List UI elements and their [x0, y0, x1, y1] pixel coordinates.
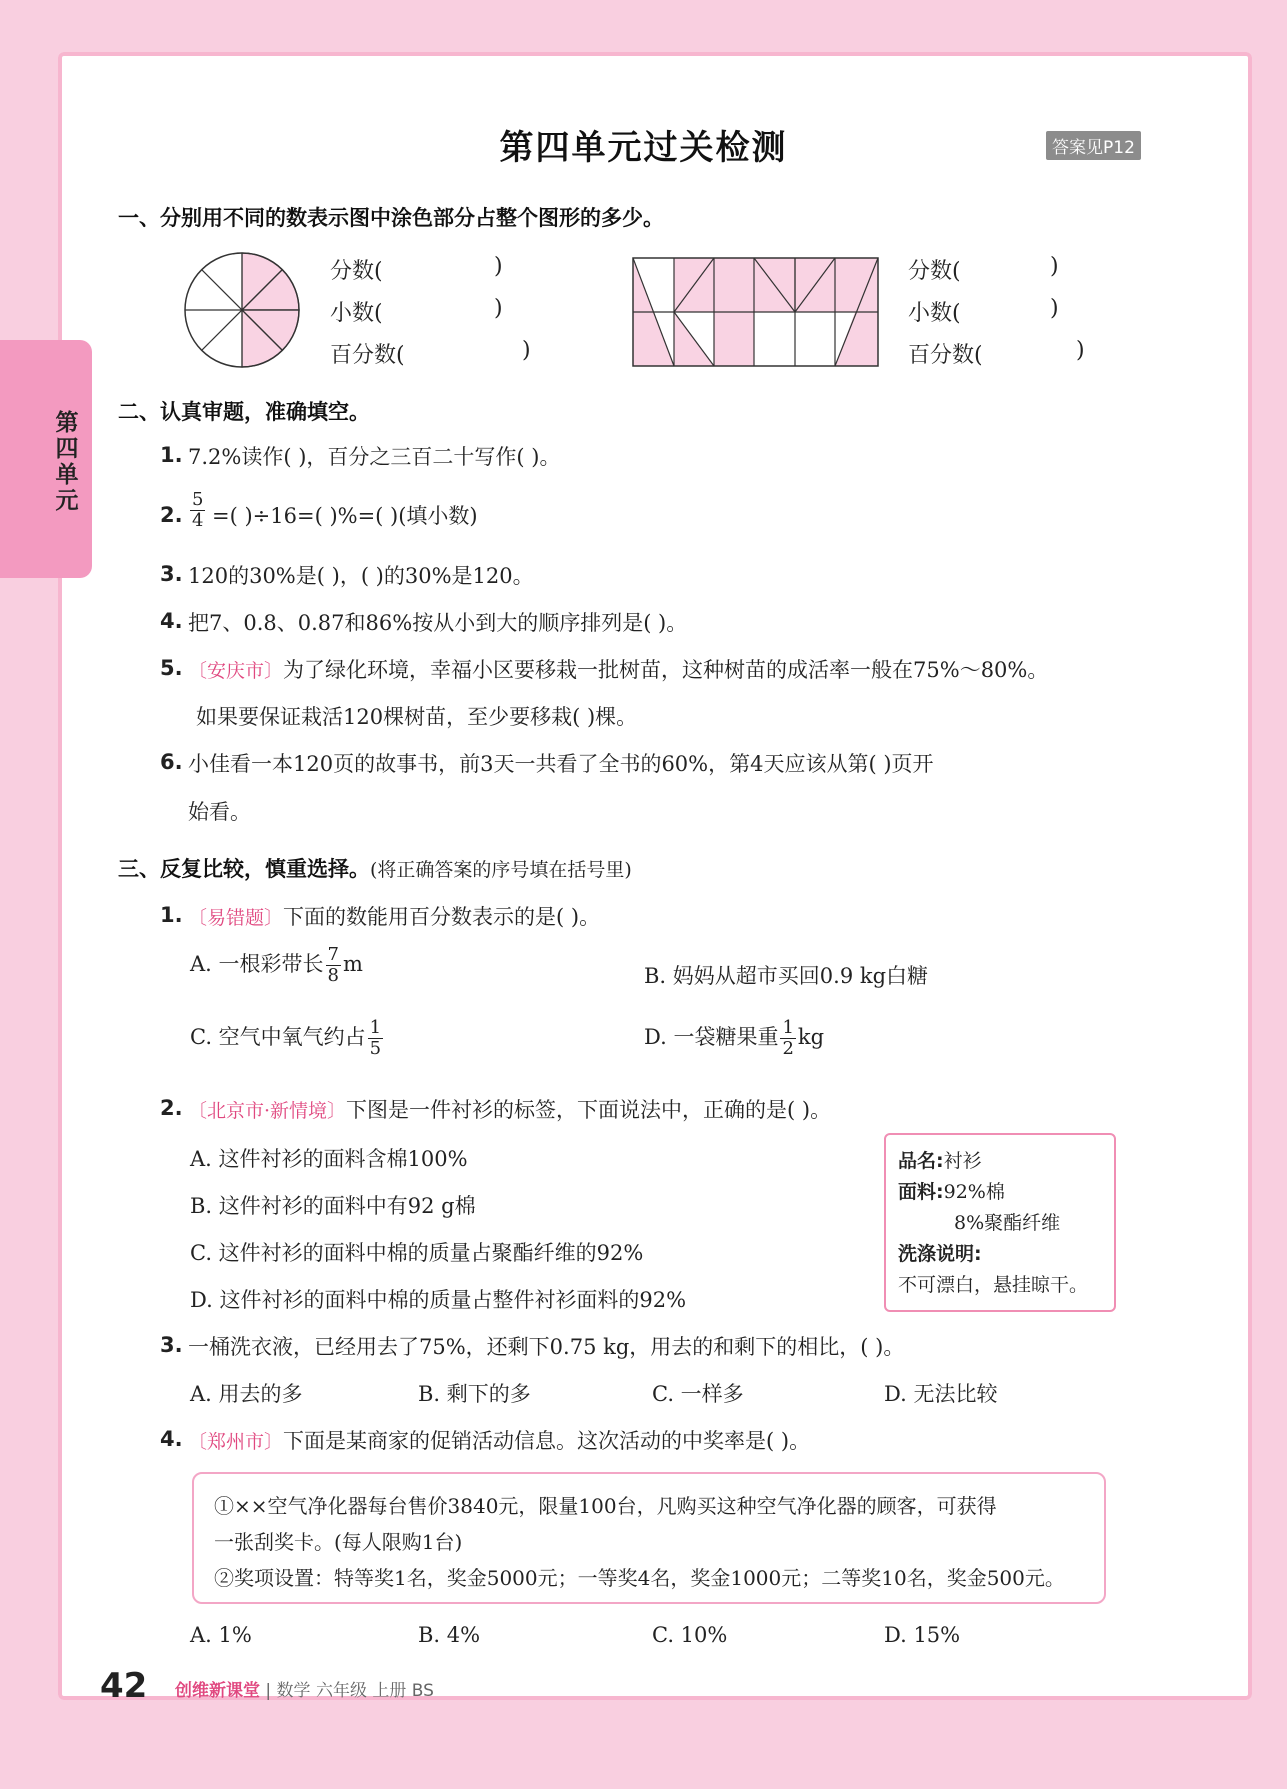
shirt-label-name-value: 衬衫: [943, 1150, 982, 1172]
s3-q4-tag: 〔郑州市〕: [188, 1431, 284, 1453]
s3-q2-option-d[interactable]: D. 这件衬衫的面料中棉的质量占整件衬衫面料的92%: [190, 1288, 687, 1312]
s3-q4-option-d[interactable]: D. 15%: [884, 1623, 961, 1647]
circle-percent-close: ): [522, 338, 531, 363]
s2-q5-text: 为了绿化环境，幸福小区要移栽一批树苗，这种树苗的成活率一般在75%～80%。: [283, 658, 1049, 682]
s3-q1-option-d[interactable]: [644, 1018, 824, 1059]
s2-q2-number: 2.: [160, 503, 183, 527]
unit-side-tab: [0, 340, 92, 578]
footer-meta: | 数学 六年级 上册 BS: [265, 1681, 434, 1701]
s3-q1-a-text: A. 一根彩带长: [190, 952, 324, 976]
footer-info: [175, 1676, 434, 1701]
s3-q4-option-b[interactable]: B. 4%: [418, 1623, 481, 1647]
shirt-label-fabric-value1: 92%棉: [943, 1181, 1005, 1203]
s2-q1-text: 7.2%读作( )，百分之三百二十写作( )。: [188, 445, 561, 469]
section3-heading: 三、反复比较，慎重选择。: [118, 857, 370, 881]
s3-q4-line: [188, 1425, 810, 1455]
s2-q6-line2: 始看。: [188, 800, 251, 824]
section3-heading-row: [118, 853, 632, 883]
s3-q2-option-c[interactable]: C. 这件衬衫的面料中棉的质量占聚酯纤维的92%: [190, 1241, 644, 1265]
promo-line1: ①××空气净化器每台售价3840元，限量100台，凡购买这种空气净化器的顾客，可获得: [214, 1494, 997, 1518]
promo-line2: 一张刮奖卡。(每人限购1台): [214, 1530, 463, 1554]
s3-q1-c-text: C. 空气中氧气约占: [190, 1025, 366, 1049]
s3-q2-tag: 〔北京市·新情境〕: [188, 1100, 347, 1122]
s3-q2-option-b[interactable]: B. 这件衬衫的面料中有92 g棉: [190, 1194, 476, 1218]
circle-decimal-close: ): [494, 296, 503, 321]
shirt-label-wash-value: 不可漂白，悬挂晾干。: [898, 1274, 1089, 1296]
s2-q4-number: 4.: [160, 609, 183, 633]
s3-q3-number: 3.: [160, 1333, 183, 1357]
rect-decimal-close: ): [1050, 296, 1059, 321]
s3-q1-d-unit: kg: [797, 1025, 825, 1049]
s3-q2-number: 2.: [160, 1096, 183, 1120]
shirt-label-name-row: [898, 1146, 982, 1173]
s3-q1-a-unit: m: [342, 952, 363, 976]
s3-q4-text: 下面是某商家的促销活动信息。这次活动的中奖率是( )。: [283, 1429, 811, 1453]
answer-reference-badge: 答案见P12: [1046, 131, 1141, 160]
shirt-label-box: [884, 1133, 1116, 1312]
s2-q3-number: 3.: [160, 562, 183, 586]
s3-q4-option-a[interactable]: A. 1%: [190, 1623, 252, 1647]
s3-q1-d-frac-bottom: 2: [782, 1038, 794, 1059]
s3-q1-a-frac-bottom: 8: [327, 965, 339, 986]
s3-q4-option-c[interactable]: C. 10%: [652, 1623, 728, 1647]
s2-q5-line2: 如果要保证栽活120棵树苗，至少要移栽( )棵。: [196, 705, 638, 729]
s3-q1-tag: 〔易错题〕: [188, 907, 284, 929]
rect-fraction-label: 分数(: [908, 259, 961, 284]
s2-q2-frac-bottom: 4: [192, 510, 204, 531]
s2-q5-number: 5.: [160, 656, 183, 680]
circle-fraction-close: ): [494, 254, 503, 279]
s2-q6-line1: 小佳看一本120页的故事书，前3天一共看了全书的60%，第4天应该从第( )页开: [188, 752, 934, 776]
s3-q1-d-text: D. 一袋糖果重: [644, 1025, 779, 1049]
s3-q1-option-c[interactable]: [190, 1018, 385, 1059]
s3-q3-text: 一桶洗衣液，已经用去了75%，还剩下0.75 kg，用去的和剩下的相比，( )。: [188, 1335, 905, 1359]
s3-q1-number: 1.: [160, 903, 183, 927]
s3-q2-line: [188, 1094, 831, 1124]
circle-percent-label: 百分数(: [330, 343, 405, 368]
s3-q1-line: [188, 901, 600, 931]
section3-heading-note: (将正确答案的序号填在括号里): [370, 859, 632, 881]
rect-percent-label: 百分数(: [908, 343, 983, 368]
s3-q4-number: 4.: [160, 1427, 183, 1451]
s2-q2-frac-top: 5: [192, 489, 204, 510]
s3-q3-option-c[interactable]: C. 一样多: [652, 1382, 744, 1406]
s3-q1-d-frac-top: 1: [782, 1017, 794, 1038]
s3-q1-option-a[interactable]: [190, 945, 363, 986]
section1-heading: 一、分别用不同的数表示图中涂色部分占整个图形的多少。: [118, 206, 664, 230]
s3-q3-option-a[interactable]: A. 用去的多: [190, 1382, 303, 1406]
rect-decimal-label: 小数(: [908, 301, 961, 326]
section2-heading: 二、认真审题，准确填空。: [118, 400, 370, 424]
s3-q1-c-frac-bottom: 5: [369, 1038, 382, 1059]
s3-q1-a-frac-top: 7: [327, 944, 339, 965]
s3-q3-option-d[interactable]: D. 无法比较: [884, 1382, 998, 1406]
s3-q3-option-b[interactable]: B. 剩下的多: [418, 1382, 531, 1406]
s3-q2-text: 下图是一件衬衫的标签，下面说法中，正确的是( )。: [346, 1098, 832, 1122]
circle-decimal-label: 小数(: [330, 301, 383, 326]
s3-q1-c-frac-top: 1: [369, 1017, 382, 1038]
s3-q2-option-a[interactable]: A. 这件衬衫的面料含棉100%: [190, 1147, 468, 1171]
s3-q1-text: 下面的数能用百分数表示的是( )。: [283, 905, 601, 929]
s3-q1-option-b[interactable]: B. 妈妈从超市买回0.9 kg白糖: [644, 964, 929, 988]
shaded-circle-figure: [182, 250, 302, 370]
s2-q6-number: 6.: [160, 750, 183, 774]
shirt-label-fabric-value2: 8%聚酯纤维: [954, 1212, 1061, 1234]
shaded-rectangle-figure: [632, 257, 880, 367]
side-tab-label: 第四单元: [55, 410, 79, 514]
promotion-info-box: [192, 1472, 1106, 1604]
s2-q3-text: 120的30%是( )，( )的30%是120。: [188, 564, 534, 588]
rect-percent-close: ): [1076, 338, 1085, 363]
shirt-label-fabric-row: [898, 1177, 1005, 1204]
s2-q2-text: =( )÷16=( )%=( )(填小数): [212, 504, 478, 528]
rect-fraction-close: ): [1050, 254, 1059, 279]
circle-fraction-label: 分数(: [330, 259, 383, 284]
s2-q2-fraction: [188, 490, 207, 531]
s2-q1-number: 1.: [160, 443, 183, 467]
shirt-label-wash-key: [898, 1239, 982, 1266]
shirt-label-fabric-key: 面料:: [898, 1181, 944, 1203]
shirt-label-name-key: 品名:: [898, 1150, 944, 1172]
footer-brand: 创维新课堂: [175, 1681, 260, 1701]
s2-q5-source-tag: 〔安庆市〕: [188, 660, 284, 682]
s2-q5-line1: [188, 654, 1048, 684]
promo-line3: ②奖项设置：特等奖1名，奖金5000元；一等奖4名，奖金1000元；二等奖10名，奖金500元。: [214, 1566, 1065, 1590]
page-number: 42: [100, 1666, 148, 1706]
shirt-label-wash-key-text: 洗涤说明:: [898, 1243, 982, 1265]
s2-q4-text: 把7、0.8、0.87和86%按从小到大的顺序排列是( )。: [188, 611, 688, 635]
page-title: 第四单元过关检测: [499, 128, 788, 168]
